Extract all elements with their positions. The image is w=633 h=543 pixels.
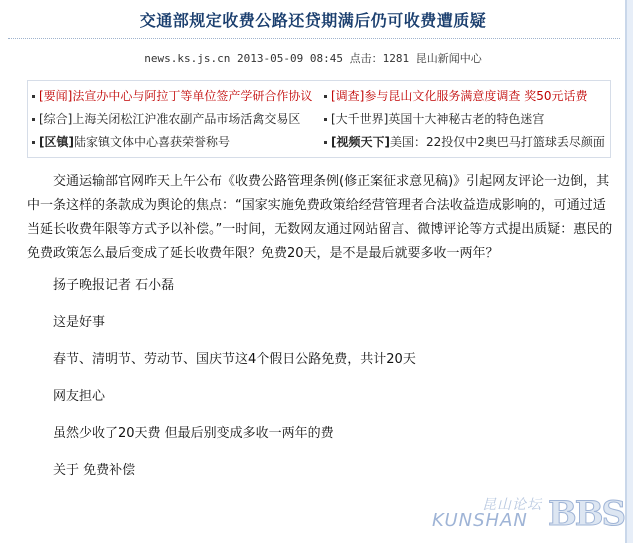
article-line-subhead: 关于 免费补偿 [53,463,136,478]
link-tag: [区镇] [39,135,74,149]
article-title: 交通部规定收费公路还贷期满后仍可收费遭质疑 [139,11,487,30]
related-links-left [32,85,322,154]
article-line-holidays: 春节、清明节、劳动节、国庆节这4个假日公路免费，共计20天 [53,352,416,367]
related-links-box [27,80,611,158]
link-text: 参与昆山文化服务满意度调查 奖50元话费 [364,89,588,103]
right-scroll-strip [626,0,633,543]
title-divider [8,38,620,39]
bullet-icon [324,141,327,144]
related-links-right [324,85,614,154]
article-meta [0,50,626,66]
link-tag: [大千世界] [331,112,389,126]
meta-site: news.ks.js.cn [144,52,231,65]
article-line-subhead: 这是好事 [53,315,106,330]
bullet-icon [32,118,35,121]
link-text: 法宣办中心与阿拉丁等单位签产学研合作协议 [72,89,313,103]
watermark-cn: 昆山论坛 [482,497,542,513]
meta-clicks-label: 点击： [349,52,383,65]
link-text: 陆家镇文体中心喜获荣誉称号 [73,135,230,149]
link-tag: [调查] [331,89,365,103]
related-link-yaowen[interactable] [32,85,322,108]
link-text: 上海关闭松江沪准农副产品市场活禽交易区 [72,112,301,126]
link-tag: [要闻] [39,89,73,103]
article-body [27,170,615,488]
link-text: 美国：22投仅中2奥巴马打篮球丢尽颜面 [389,135,605,149]
bullet-icon [32,141,35,144]
article-line-subhead: 网友担心 [53,389,106,404]
bullet-icon [32,95,35,98]
meta-clicks: 1281 [382,52,410,65]
watermark-bbs: BBS [548,494,625,534]
related-link-shipin[interactable] [324,131,614,154]
related-link-daqian[interactable] [324,108,614,131]
article-line-concern: 虽然少收了20天费 但最后别变成多收一两年的费 [53,426,334,441]
related-link-diaocha[interactable] [324,85,614,108]
watermark-en: KUNSHAN [432,510,528,531]
link-tag: [视频天下] [331,135,390,149]
article-line-reporter: 扬子晚报记者 石小磊 [53,278,175,293]
related-link-quzhen[interactable] [32,131,322,154]
link-text: 英国十大神秘古老的特色迷宫 [388,112,545,126]
article-paragraph: 交通运输部官网昨天上午公布《收费公路管理条例(修正案征求意见稿)》引起网友评论一边倒，其中一条这样的条款成为舆论的焦点：“国家实施免费政策给经营管理者合法收益造成影响的，可通过适当延长收费年限等方式予以补偿。”一时间，无数网友通过网站留言、微博评论等方式提出质疑：惠民的免费政策怎么最后变成了延长收费年限？免费20天，是不是最后就要多收一两年？ [27,174,613,261]
related-link-zonghe[interactable] [32,108,322,131]
kunshan-bbs-watermark [430,492,630,537]
link-tag: [综合] [39,112,73,126]
bullet-icon [324,95,327,98]
meta-datetime: 2013-05-09 08:45 [237,52,343,65]
bullet-icon [324,118,327,121]
meta-source: 昆山新闻中心 [415,52,482,65]
